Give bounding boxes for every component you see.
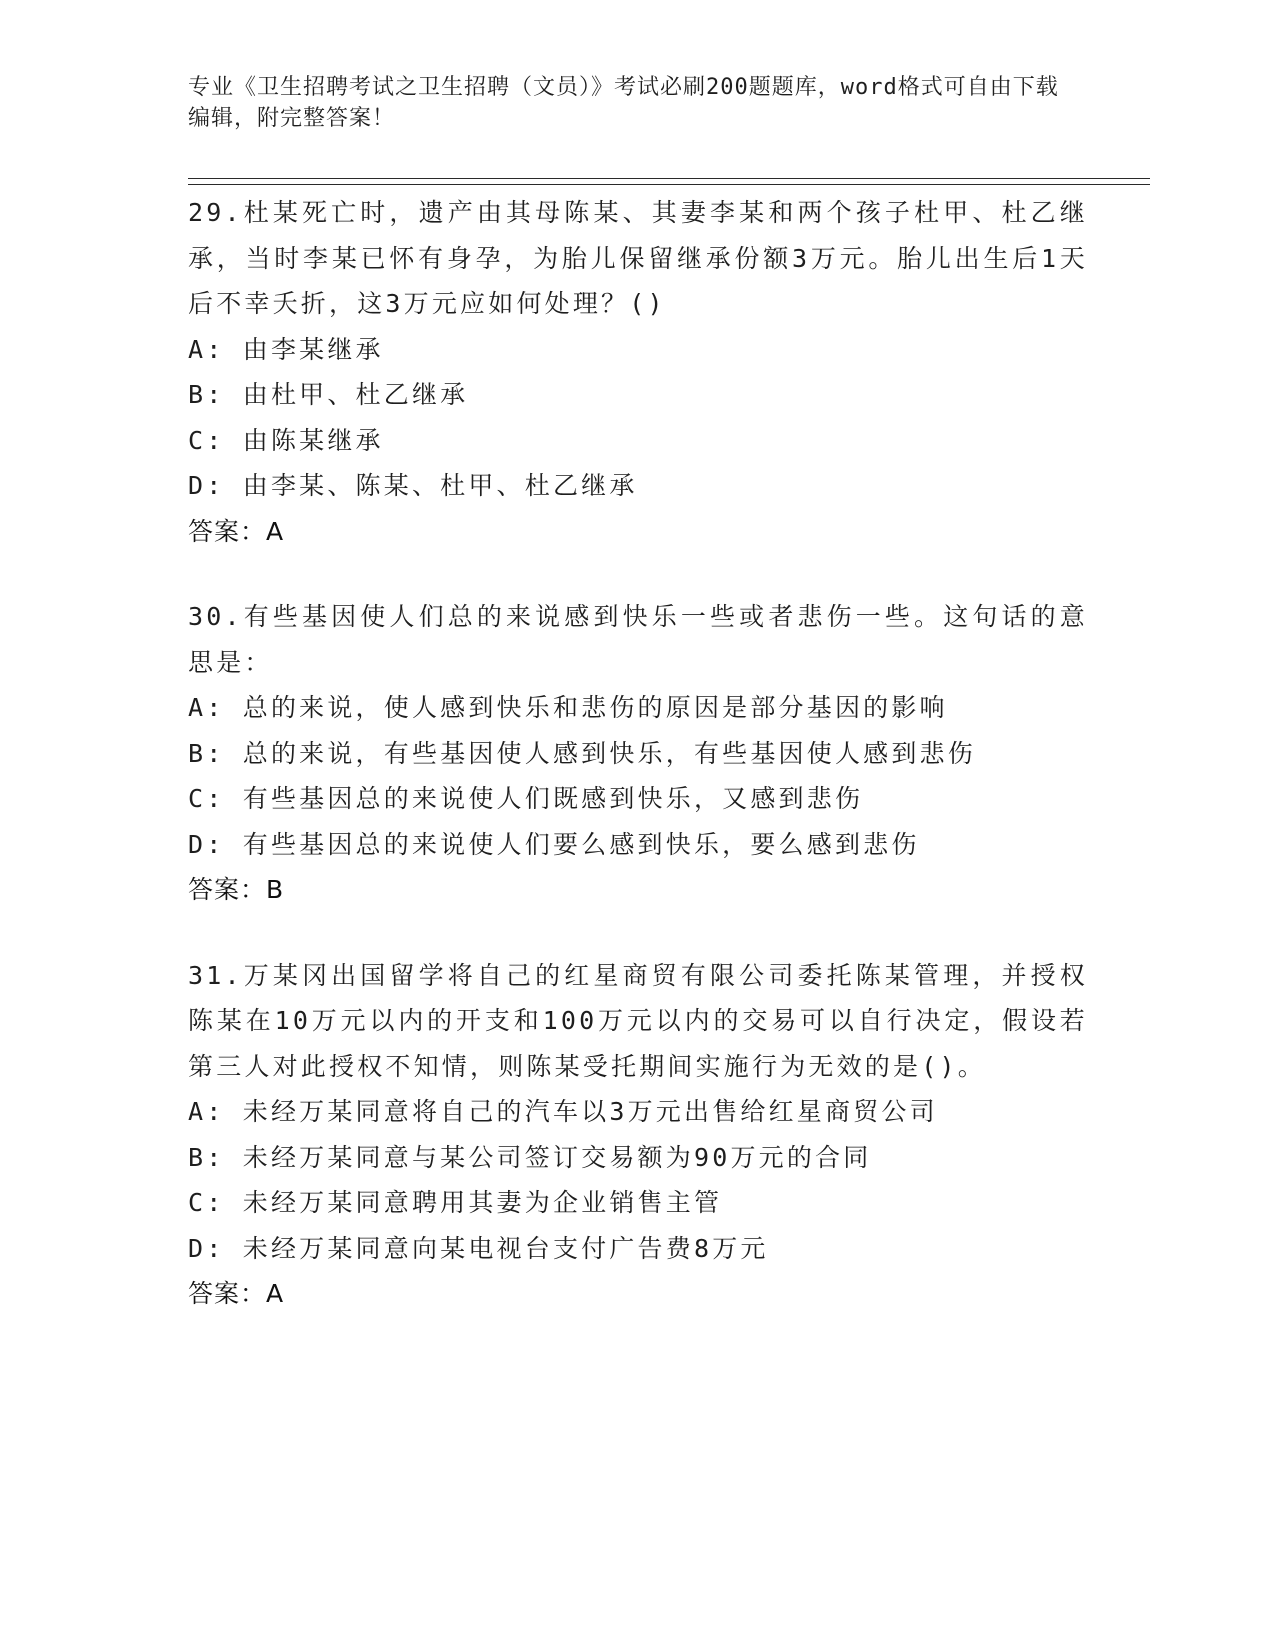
option-a: A: 由李某继承 [188, 334, 384, 364]
answer-line: 答案：A [188, 516, 285, 546]
option-b: B: 由杜甲、杜乙继承 [188, 380, 469, 409]
answer-line: 答案：B [188, 875, 285, 904]
option-d: D: 有些基因总的来说使人们要么感到快乐，要么感到悲伤 [188, 829, 920, 859]
document-header: 专业《卫生招聘考试之卫生招聘（文员）》考试必刷200题题库，word格式可自由下载编辑，附完整答案！ [188, 75, 1059, 131]
question-stem: 31.万某冈出国留学将自己的红星商贸有限公司委托陈某管理，并授权陈某在10万元以内的开支和100万元以内的交易可以自行决定，假设若第三人对此授权不知情，则陈某受托期间实施行为无效的是()。 [188, 960, 1088, 1081]
option-c: C: 有些基因总的来说使人们既感到快乐，又感到悲伤 [188, 784, 864, 813]
option-b: B: 总的来说，有些基因使人感到快乐，有些基因使人感到悲伤 [188, 738, 976, 768]
question-30 [188, 594, 1088, 913]
answer-line: 答案：A [188, 1279, 285, 1308]
question-stem: 30.有些基因使人们总的来说感到快乐一些或者悲伤一些。这句话的意思是： [188, 602, 1088, 677]
question-list [188, 190, 1088, 1357]
option-a: A: 总的来说，使人感到快乐和悲伤的原因是部分基因的影响 [188, 693, 948, 722]
option-c: C: 由陈某继承 [188, 425, 384, 455]
question-stem: 29.杜某死亡时，遗产由其母陈某、其妻李某和两个孩子杜甲、杜乙继承，当时李某已怀有身孕，为胎儿保留继承份额3万元。胎儿出生后1天后不幸夭折，这3万元应如何处理？() [188, 198, 1088, 318]
option-b: B: 未经万某同意与某公司签订交易额为90万元的合同 [188, 1142, 872, 1172]
header-divider-top [188, 178, 1150, 179]
question-29 [188, 190, 1088, 554]
option-c: C: 未经万某同意聘用其妻为企业销售主管 [188, 1188, 723, 1217]
question-31 [188, 953, 1088, 1317]
option-d: D: 由李某、陈某、杜甲、杜乙继承 [188, 471, 638, 500]
option-a: A: 未经万某同意将自己的汽车以3万元出售给红星商贸公司 [188, 1097, 938, 1126]
header-divider-bottom [188, 184, 1150, 185]
option-d: D: 未经万某同意向某电视台支付广告费8万元 [188, 1233, 769, 1263]
